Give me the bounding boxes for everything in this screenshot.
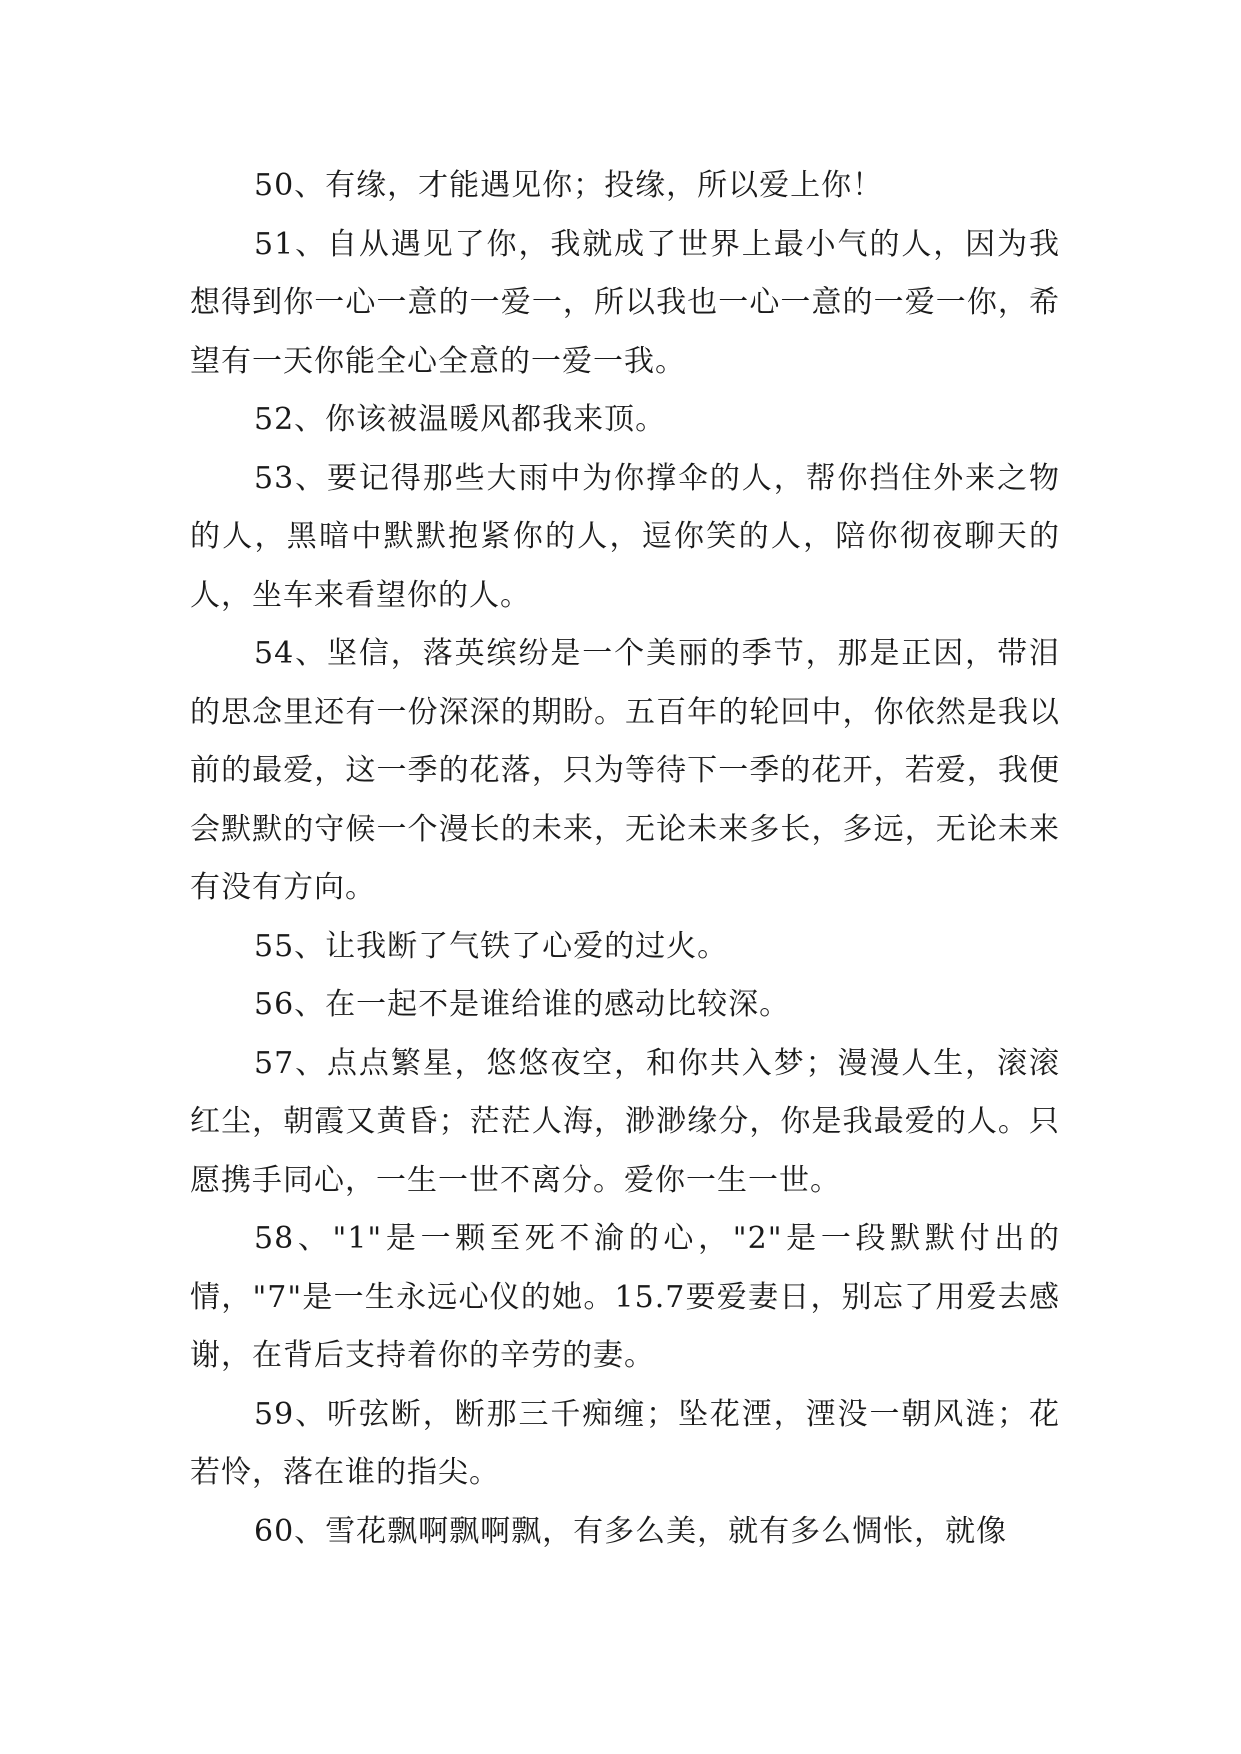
paragraph-58: 58、"1"是一颗至死不渝的心，"2"是一段默默付出的情，"7"是一生永远心仪的她。15.7要爱妻日，别忘了用爱去感谢，在背后支持着你的辛劳的妻。 [190, 1221, 1060, 1373]
paragraph-59: 59、听弦断，断那三千痴缠；坠花湮，湮没一朝风涟；花若怜，落在谁的指尖。 [190, 1396, 1060, 1490]
paragraph-51: 51、自从遇见了你，我就成了世界上最小气的人，因为我想得到你一心一意的一爱一，所以我也一心一意的一爱一你，希望有一天你能全心全意的一爱一我。 [190, 226, 1060, 379]
paragraph-56: 56、在一起不是谁给谁的感动比较深。 [254, 987, 791, 1022]
paragraph-57: 57、点点繁星，悠悠夜空，和你共入梦；漫漫人生，滚滚红尘，朝霞又黄昏；茫茫人海，渺渺缘分，你是我最爱的人。只愿携手同心，一生一世不离分。爱你一生一世。 [190, 1045, 1060, 1198]
paragraph-53: 53、要记得那些大雨中为你撑伞的人，帮你挡住外来之物的人，黑暗中默默抱紧你的人，逗你笑的人，陪你彻夜聊天的人，坐车来看望你的人。 [190, 460, 1060, 613]
paragraph-54: 54、坚信，落英缤纷是一个美丽的季节，那是正因，带泪的思念里还有一份深深的期盼。五百年的轮回中，你依然是我以前的最爱，这一季的花落，只为等待下一季的花开，若爱，我便会默默的守候一个漫长的未来，无论未来多长，多远，无论未来有没有方向。 [190, 636, 1060, 905]
paragraph-60: 60、雪花飘啊飘啊飘，有多么美，就有多么惆怅，就像 [254, 1513, 1008, 1549]
paragraph-52: 52、你该被温暖风都我来顶。 [254, 402, 667, 437]
paragraph-50: 50、有缘，才能遇见你；投缘，所以爱上你！ [254, 168, 884, 203]
document-body [190, 157, 1060, 1561]
paragraph-55: 55、让我断了气铁了心爱的过火。 [254, 928, 729, 964]
